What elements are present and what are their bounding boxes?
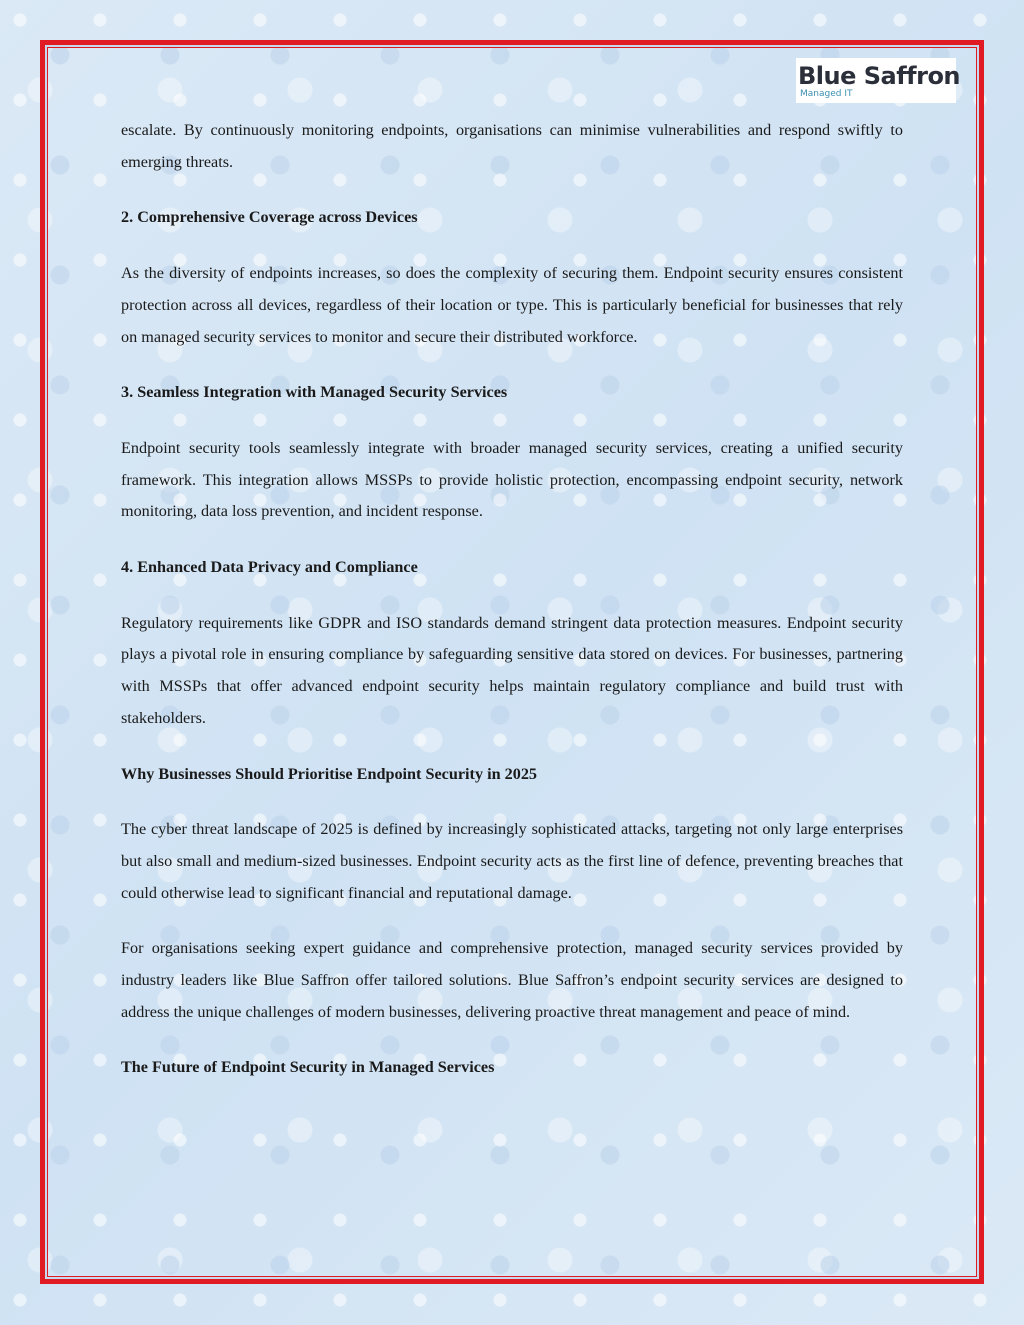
logo-wordmark: Blue Saffron — [798, 61, 961, 90]
section-heading-coverage: 2. Comprehensive Coverage across Devices — [121, 208, 418, 227]
section-paragraph-integration: Endpoint security tools seamlessly integrate with broader managed security services, creating a unified security framework. This integration allows MSSPs to provide holistic protection, encompassing endpoint security, network monitoring, data loss prevention, and incident response. — [121, 438, 903, 521]
document-body — [121, 115, 903, 1084]
section-heading-why-prioritise: Why Businesses Should Prioritise Endpoint Security in 2025 — [121, 764, 538, 783]
logo-tagline: Managed IT — [800, 88, 853, 99]
section-heading-integration: 3. Seamless Integration with Managed Security Services — [121, 383, 508, 402]
section-paragraph-threat-landscape: The cyber threat landscape of 2025 is defined by increasingly sophisticated attacks, targeting not only large enterprises but also small and medium-sized businesses. Endpoint security acts as the first line of defence, preventing breaches that could otherwise lead to significant financial and reputational damage. — [121, 820, 903, 902]
section-paragraph-coverage: As the diversity of endpoints increases, so does the complexity of securing them. Endpoint security ensures consistent protection across all devices, regardless of their location or type. This is particularly beneficial for businesses that rely on managed security services to monitor and secure their distributed workforce. — [121, 264, 903, 346]
section-heading-privacy: 4. Enhanced Data Privacy and Compliance — [121, 558, 418, 577]
company-logo — [796, 58, 961, 103]
intro-paragraph: escalate. By continuously monitoring endpoints, organisations can minimise vulnerabilities and respond swiftly to emerging threats. — [121, 121, 903, 171]
section-paragraph-blue-saffron: For organisations seeking expert guidance and comprehensive protection, managed security services provided by industry leaders like Blue Saffron offer tailored solutions. Blue Saffron’s endpoint security services are designed to address the unique challenges of modern businesses, delivering proactive threat management and peace of mind. — [121, 939, 903, 1021]
section-paragraph-privacy: Regulatory requirements like GDPR and ISO standards demand stringent data protection measures. Endpoint security plays a pivotal role in ensuring compliance by safeguarding sensitive data stored on devices. For businesses, partnering with MSSPs that offer advanced endpoint security helps maintain regulatory compliance and build trust with stakeholders. — [121, 613, 903, 727]
section-heading-future: The Future of Endpoint Security in Managed Services — [121, 1058, 495, 1077]
